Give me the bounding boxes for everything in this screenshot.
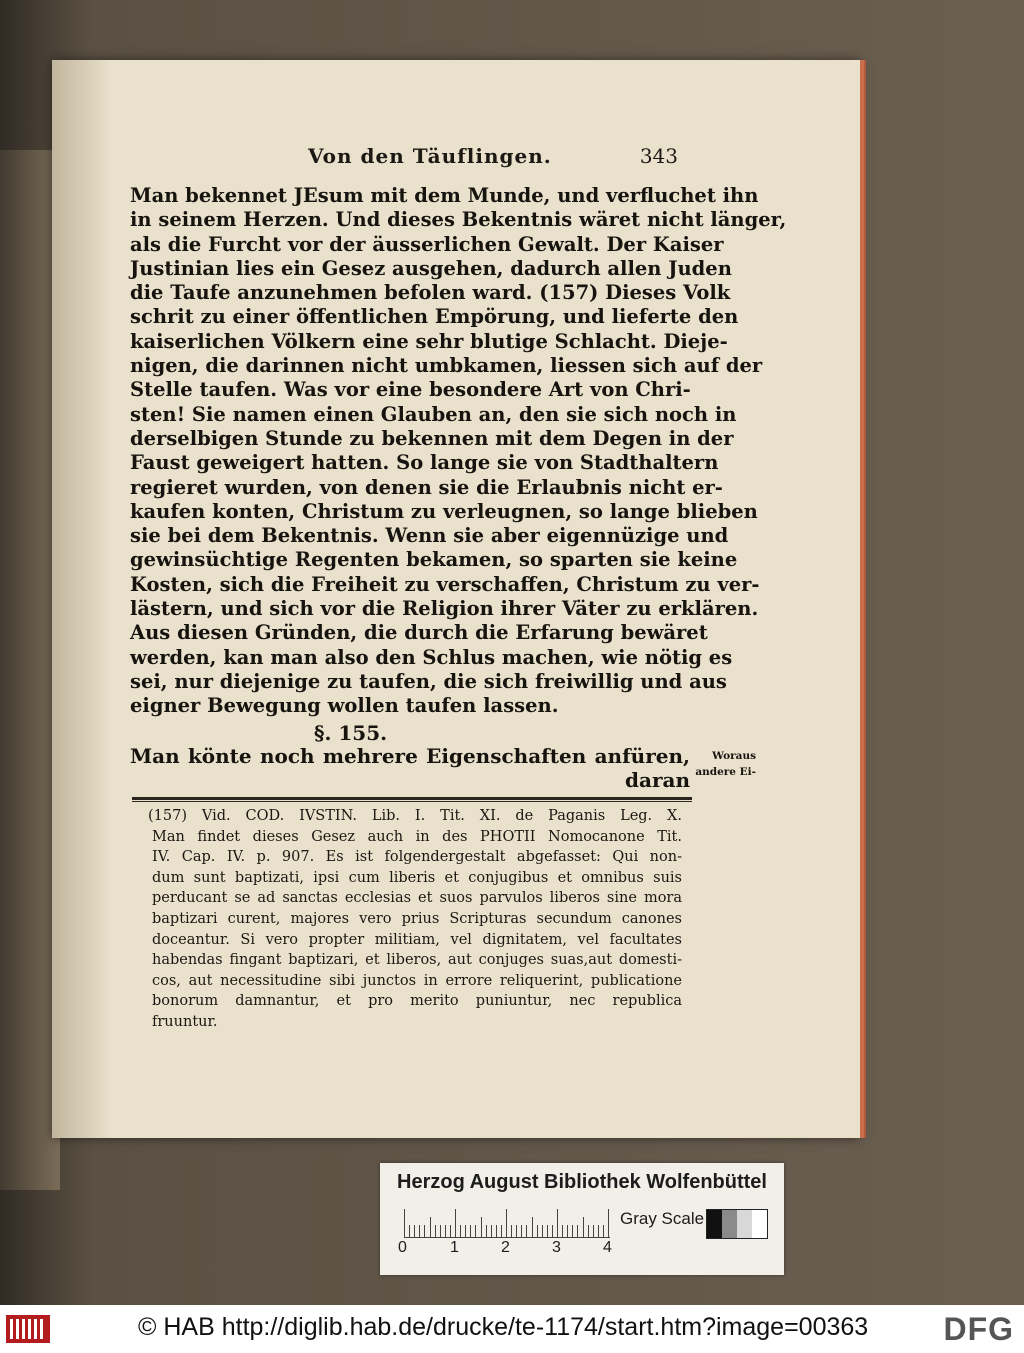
catchword: daran <box>625 768 690 793</box>
ruler-tick <box>455 1209 456 1237</box>
ruler-tick <box>537 1225 538 1237</box>
ruler-tick <box>491 1225 492 1237</box>
section-lead <box>130 744 690 793</box>
dfg-logo: DFG <box>943 1311 1014 1347</box>
ruler-tick <box>583 1217 584 1237</box>
text-line: in seinem Herzen. Und dieses Bekentnis wäret nicht länger, <box>130 208 787 232</box>
ruler-tick <box>496 1225 497 1237</box>
body-text <box>130 184 787 719</box>
text-line: Aus diesen Gründen, die durch die Erfarung bewäret <box>130 621 708 645</box>
ruler-tick <box>430 1217 431 1237</box>
ruler-tick <box>419 1225 420 1237</box>
ruler-tick <box>475 1225 476 1237</box>
ruler-tick <box>557 1209 558 1237</box>
ruler-tick <box>486 1225 487 1237</box>
footnote-line: doceantur. Si vero propter militiam, vel dignitatem, vel facultates <box>152 931 682 948</box>
viewer-footer <box>0 1305 1024 1353</box>
scale-numbers <box>398 1239 628 1259</box>
copyright-url[interactable]: © HAB http://diglib.hab.de/drucke/te-1174/start.htm?image=00363 <box>138 1313 869 1341</box>
text-line: kaufen konten, Christum zu verleugnen, so lange blieben <box>130 499 758 523</box>
gray-scale-label: Gray Scale <box>620 1209 705 1228</box>
footnote-rule-thin <box>132 801 692 802</box>
footnote-line: bonorum damnantur, et pro merito puniuntur, nec republica <box>152 993 682 1010</box>
text-line: sei, nur diejenige zu taufen, die sich freiwillig und aus <box>130 669 727 693</box>
ruler-tick <box>547 1225 548 1237</box>
ruler-tick <box>598 1225 599 1237</box>
ruler-tick <box>409 1225 410 1237</box>
margin-note <box>688 748 756 780</box>
ruler-tick <box>593 1225 594 1237</box>
ruler-tick <box>567 1225 568 1237</box>
ruler-tick <box>516 1225 517 1237</box>
color-calibration-bar <box>380 1163 784 1275</box>
text-line: Faust geweigert hatten. So lange sie von Stadthaltern <box>130 451 719 475</box>
lead-line: Man könte noch mehrere Eigenschaften anfüren, <box>130 744 690 768</box>
book-page <box>52 60 860 1138</box>
text-line: werden, kan man also den Schlus machen, wie nötig es <box>130 645 733 669</box>
scale-number: 4 <box>603 1239 612 1256</box>
gray-swatch <box>752 1210 767 1238</box>
library-name: Herzog August Bibliothek Wolfenbüttel <box>397 1171 767 1193</box>
ruler-tick <box>440 1225 441 1237</box>
ruler-tick <box>603 1225 604 1237</box>
text-line: eigner Bewegung wollen taufen lassen. <box>130 694 559 718</box>
running-title: Von den Täuflingen. <box>308 144 552 168</box>
text-line: kaiserlichen Völkern eine sehr blutige Schlacht. Dieje- <box>130 329 728 353</box>
ruler-tick <box>404 1209 405 1237</box>
ruler-tick <box>532 1217 533 1237</box>
footnote-line: habendas fingant baptizari, et liberos, aut conjuges suas,aut domesti- <box>152 952 682 969</box>
scale-number: 3 <box>552 1239 561 1256</box>
ruler-tick <box>577 1225 578 1237</box>
text-line: als die Furcht vor der äusserlichen Gewalt. Der Kaiser <box>130 232 724 256</box>
footnote-line: Man findet dieses Gesez auch in des PHOTII Nomocanone Tit. <box>152 828 682 845</box>
margin-note-line-2: andere Ei- <box>695 766 756 778</box>
ruler-tick <box>562 1225 563 1237</box>
gray-swatch <box>737 1210 752 1238</box>
text-line: Kosten, sich die Freiheit zu verschaffen, Christum zu ver- <box>130 572 760 596</box>
hab-logo-icon <box>6 1311 50 1345</box>
ruler-tick <box>501 1225 502 1237</box>
text-line: regieret wurden, von denen sie die Erlaubnis nicht er- <box>130 475 723 499</box>
margin-note-line-1: Woraus <box>712 750 756 762</box>
footnote-line: IV. Cap. IV. p. 907. Es ist folgendergestalt abgefasset: Qui non- <box>152 849 682 866</box>
previous-page-edge <box>0 150 60 1190</box>
ruler-tick <box>424 1225 425 1237</box>
footnote-line: baptizari curent, majores vero prius Scripturas secundum canones <box>152 910 682 927</box>
ruler-tick <box>506 1209 507 1237</box>
scale-ruler <box>404 1207 610 1238</box>
ruler-tick <box>481 1217 482 1237</box>
footnote-rule <box>132 797 692 800</box>
page-number: 343 <box>639 144 678 168</box>
text-line: Man bekennet JEsum mit dem Munde, und verfluchet ihn <box>130 184 759 207</box>
text-line: nigen, die darinnen nicht umbkamen, liessen sich auf der <box>130 354 763 378</box>
footnote-line: (157) Vid. COD. IVSTIN. Lib. I. Tit. XI. de Paganis Leg. X. <box>148 808 682 824</box>
ruler-tick <box>542 1225 543 1237</box>
ruler-tick <box>465 1225 466 1237</box>
ruler-tick <box>552 1225 553 1237</box>
ruler-tick <box>435 1225 436 1237</box>
text-line: die Taufe anzunehmen befolen ward. (157) Dieses Volk <box>130 281 731 305</box>
ruler-tick <box>445 1225 446 1237</box>
footnote <box>148 806 682 1033</box>
ruler-tick <box>460 1225 461 1237</box>
running-header <box>308 144 758 170</box>
text-line: Stelle taufen. Was vor eine besondere Art von Chri- <box>130 378 691 402</box>
text-line: sie bei dem Bekentnis. Wenn sie aber eigennüzige und <box>130 524 729 548</box>
footnote-line: dum sunt baptizati, ipsi cum liberis et conjugibus et omnibus suis <box>152 869 682 886</box>
text-line: gewinsüchtige Regenten bekamen, so sparten sie keine <box>130 548 738 572</box>
gray-swatches <box>706 1209 768 1239</box>
footnote-line: cos, aut necessitudine sibi junctos in errore reliquerint, publicatione <box>152 972 682 989</box>
ruler-tick <box>414 1225 415 1237</box>
scale-number: 0 <box>398 1239 407 1256</box>
ruler-tick <box>572 1225 573 1237</box>
ruler-tick <box>588 1225 589 1237</box>
footnote-line: fruuntur. <box>152 1013 218 1030</box>
scale-number: 1 <box>450 1239 459 1256</box>
ruler-tick <box>526 1225 527 1237</box>
ruler-tick <box>521 1225 522 1237</box>
text-line: lästern, und sich vor die Religion ihrer Väter zu erklären. <box>130 597 759 621</box>
scale-number: 2 <box>501 1239 510 1256</box>
text-line: derselbigen Stunde zu bekennen mit dem Degen in der <box>130 426 734 450</box>
text-line: Justinian lies ein Gesez ausgehen, dadurch allen Juden <box>130 256 732 280</box>
gray-swatch <box>722 1210 737 1238</box>
footnote-line: perducant se ad sanctas ecclesias et suos parvulos liberos sine mora <box>152 890 682 907</box>
ruler-tick <box>450 1225 451 1237</box>
ruler-tick <box>608 1209 609 1237</box>
section-mark: §. 155. <box>314 721 388 745</box>
text-line: sten! Sie namen einen Glauben an, den sie sich noch in <box>130 402 737 426</box>
ruler-tick <box>511 1225 512 1237</box>
ruler-tick <box>470 1225 471 1237</box>
gray-swatch <box>707 1210 722 1238</box>
text-line: schrit zu einer öffentlichen Empörung, und lieferte den <box>130 305 739 329</box>
